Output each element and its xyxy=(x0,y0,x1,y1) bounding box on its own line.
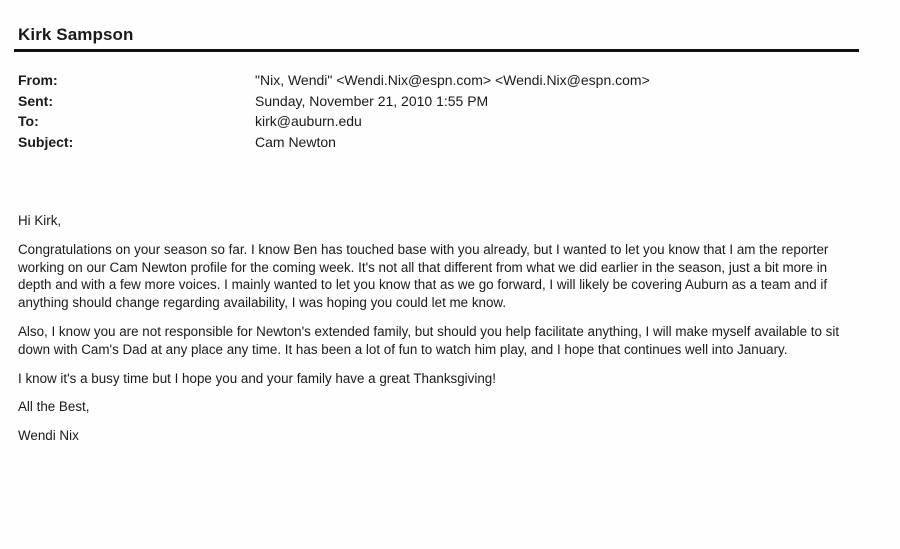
subject-label: Subject: xyxy=(18,133,74,150)
signature: Wendi Nix xyxy=(18,428,79,444)
body-paragraph-1: Congratulations on your season so far. I know Ben has touched base with you already, but I wanted to let you know that I am the reporter working on our Cam Newton profile for the coming week. It's not all that different from what we did earlier in the season, just a bit more in depth and with a few more voices. I mainly wanted to let you know that as we go forward, I will likely be covering Auburn as a team and if anything should change regarding availability, I was hoping you could let me know. xyxy=(18,241,829,311)
subject-value: Cam Newton xyxy=(255,133,336,150)
body-paragraph-2: Also, I know you are not responsible for Newton's extended family, but should you help facilitate anything, I will make myself available to sit down with Cam's Dad at any place any time. It has been a lot of fun to watch him play, and I hope that continues well into January. xyxy=(18,323,840,357)
greeting: Hi Kirk, xyxy=(18,213,62,228)
sent-label: Sent: xyxy=(18,92,53,109)
to-label: To: xyxy=(18,113,39,129)
from-value: "Nix, Wendi" <Wendi.Nix@espn.com> <Wendi.Nix@espn.com> xyxy=(255,72,650,88)
body-paragraph-3: I know it's a busy time but I hope you and your family have a great Thanksgiving! xyxy=(18,370,496,386)
from-label: From: xyxy=(18,72,58,88)
mailbox-owner-name: Kirk Sampson xyxy=(18,25,134,44)
to-value: kirk@auburn.edu xyxy=(255,113,362,129)
sent-value: Sunday, November 21, 2010 1:55 PM xyxy=(255,92,489,109)
closing: All the Best, xyxy=(18,399,90,415)
header-divider xyxy=(14,49,859,52)
email-body xyxy=(18,212,858,456)
